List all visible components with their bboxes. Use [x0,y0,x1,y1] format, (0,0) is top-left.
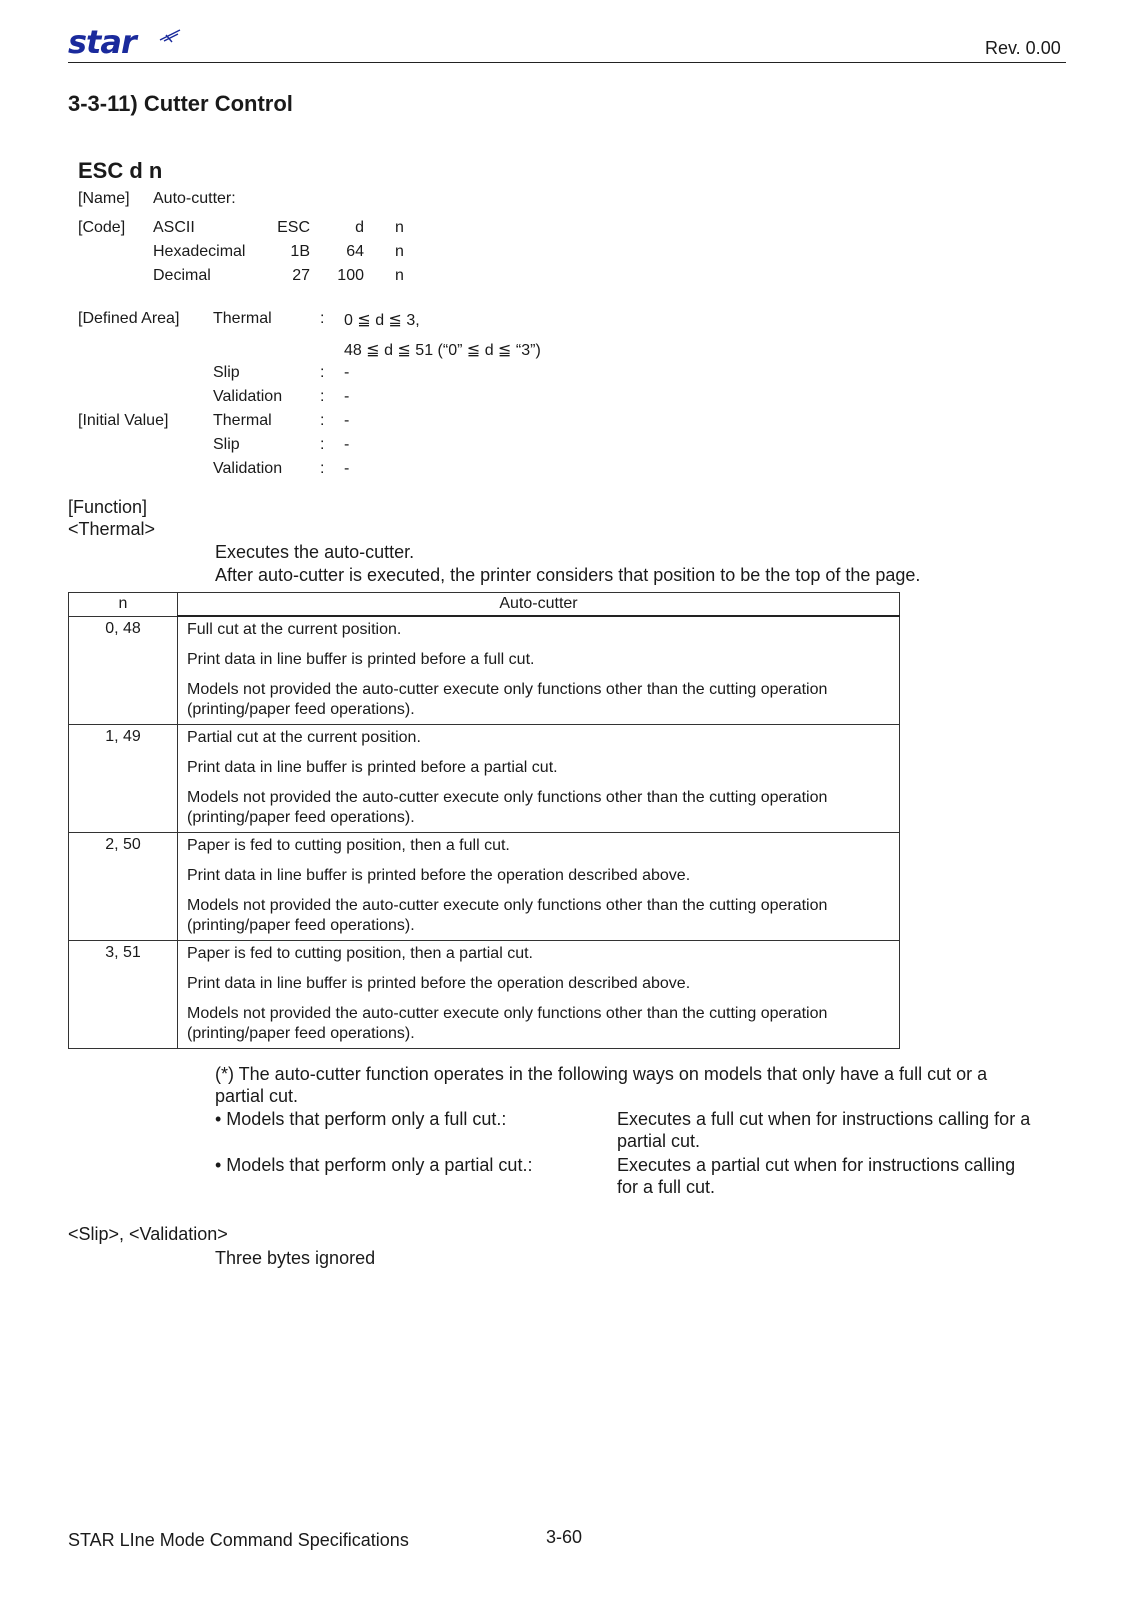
table-cell-n: 1, 49 [69,725,178,833]
code-format: ASCII [153,219,195,236]
star-mark-icon [160,30,180,42]
name-label: [Name] [78,190,130,207]
description-line: Paper is fed to cutting position, then a full cut. [187,837,510,854]
initial-value: - [344,460,350,477]
code-byte: n [395,243,404,260]
column-header-auto-cutter: Auto-cutter [178,593,900,617]
revision-label: Rev. 0.00 [985,38,1061,58]
table-cell-n: 0, 48 [69,616,178,725]
mode-label: Validation [213,460,283,477]
page-number: 3-60 [546,1527,583,1547]
description-line: Paper is fed to cutting position, then a partial cut. [187,945,533,962]
logo-wordmark: star [68,26,136,60]
footer-doc-title: STAR LIne Mode Command Specifications [68,1530,409,1550]
section-title: 3-3-11) Cutter Control [68,91,293,116]
description-line: Models not provided the auto-cutter execute only functions other than the cutting operation (printing/paper feed operations). [187,681,828,718]
description-line: Models not provided the auto-cutter execute only functions other than the cutting operation (printing/paper feed operations). [187,897,828,934]
star-logo [68,26,182,60]
table-row [69,616,900,725]
table-cell-n: 3, 51 [69,941,178,1049]
separator: : [320,388,325,405]
note-item-desc: partial cut. [617,1131,701,1151]
slip-validation-text: Three bytes ignored [215,1248,376,1268]
description-line: Models not provided the auto-cutter execute only functions other than the cutting operation (printing/paper feed operations). [187,789,828,826]
note-item-desc: Executes a full cut when for instructions calling for a [617,1109,1031,1129]
table-row [69,833,900,941]
separator: : [320,364,325,381]
code-label: [Code] [78,219,126,236]
description-line: Print data in line buffer is printed before a full cut. [187,651,535,668]
description-line: Print data in line buffer is printed before the operation described above. [187,975,691,992]
note-item-desc: Executes a partial cut when for instructions calling [617,1155,1016,1175]
code-byte: n [395,267,404,284]
separator: : [320,412,325,429]
table-row [69,725,900,833]
note-item-label: • Models that perform only a full cut.: [215,1109,507,1129]
auto-cutter-table [68,592,900,1049]
initial-value: - [344,412,350,429]
mode-label: Slip [213,436,240,453]
table-cell-description [178,941,900,1049]
table-cell-n: 2, 50 [69,833,178,941]
code-format: Decimal [153,267,211,284]
description-line: Print data in line buffer is printed before the operation described above. [187,867,691,884]
slip-validation-label: <Slip>, <Validation> [68,1224,228,1244]
column-header-n: n [69,593,178,617]
table-cell-description [178,616,900,725]
description-line: Full cut at the current position. [187,621,402,638]
range-value: - [344,364,350,381]
mode-label: Validation [213,388,283,405]
note-intro: (*) The auto-cutter function operates in the following ways on models that only have a full cut or a [215,1064,988,1084]
thermal-label: <Thermal> [68,519,156,539]
range-value: 0 ≦ d ≦ 3, [344,312,420,329]
mode-label: Slip [213,364,240,381]
description-line: Partial cut at the current position. [187,729,421,746]
code-byte: 1B [290,243,310,260]
name-value: Auto-cutter: [153,190,236,207]
note-item-label: • Models that perform only a partial cut.: [215,1155,533,1175]
table-cell-description [178,833,900,941]
initial-value: - [344,436,350,453]
function-text: After auto-cutter is executed, the printer considers that position to be the top of the page. [215,565,921,585]
description-line: Print data in line buffer is printed before a partial cut. [187,759,558,776]
code-byte: 64 [346,243,364,260]
description-line: Models not provided the auto-cutter execute only functions other than the cutting operation (printing/paper feed operations). [187,1005,828,1042]
command-title: ESC d n [78,158,163,183]
table-header-row [69,593,900,617]
separator: : [320,436,325,453]
code-byte: 100 [337,267,364,284]
code-format: Hexadecimal [153,243,246,260]
code-byte: 27 [292,267,310,284]
code-byte: d [355,219,364,236]
function-label: [Function] [68,497,148,517]
range-value: - [344,388,350,405]
mode-label: Thermal [213,412,272,429]
table-cell-description [178,725,900,833]
range-value: 48 ≦ d ≦ 51 (“0” ≦ d ≦ “3”) [344,342,541,359]
table-row [69,941,900,1049]
separator: : [320,460,325,477]
mode-label: Thermal [213,310,272,327]
separator: : [320,310,325,327]
function-text: Executes the auto-cutter. [215,542,415,562]
header-rule [68,62,1066,63]
note-item-desc: for a full cut. [617,1177,716,1197]
defined-area-label: [Defined Area] [78,310,180,327]
initial-value-label: [Initial Value] [78,412,169,429]
note-intro: partial cut. [215,1086,299,1106]
code-byte: n [395,219,404,236]
code-byte: ESC [277,219,310,236]
